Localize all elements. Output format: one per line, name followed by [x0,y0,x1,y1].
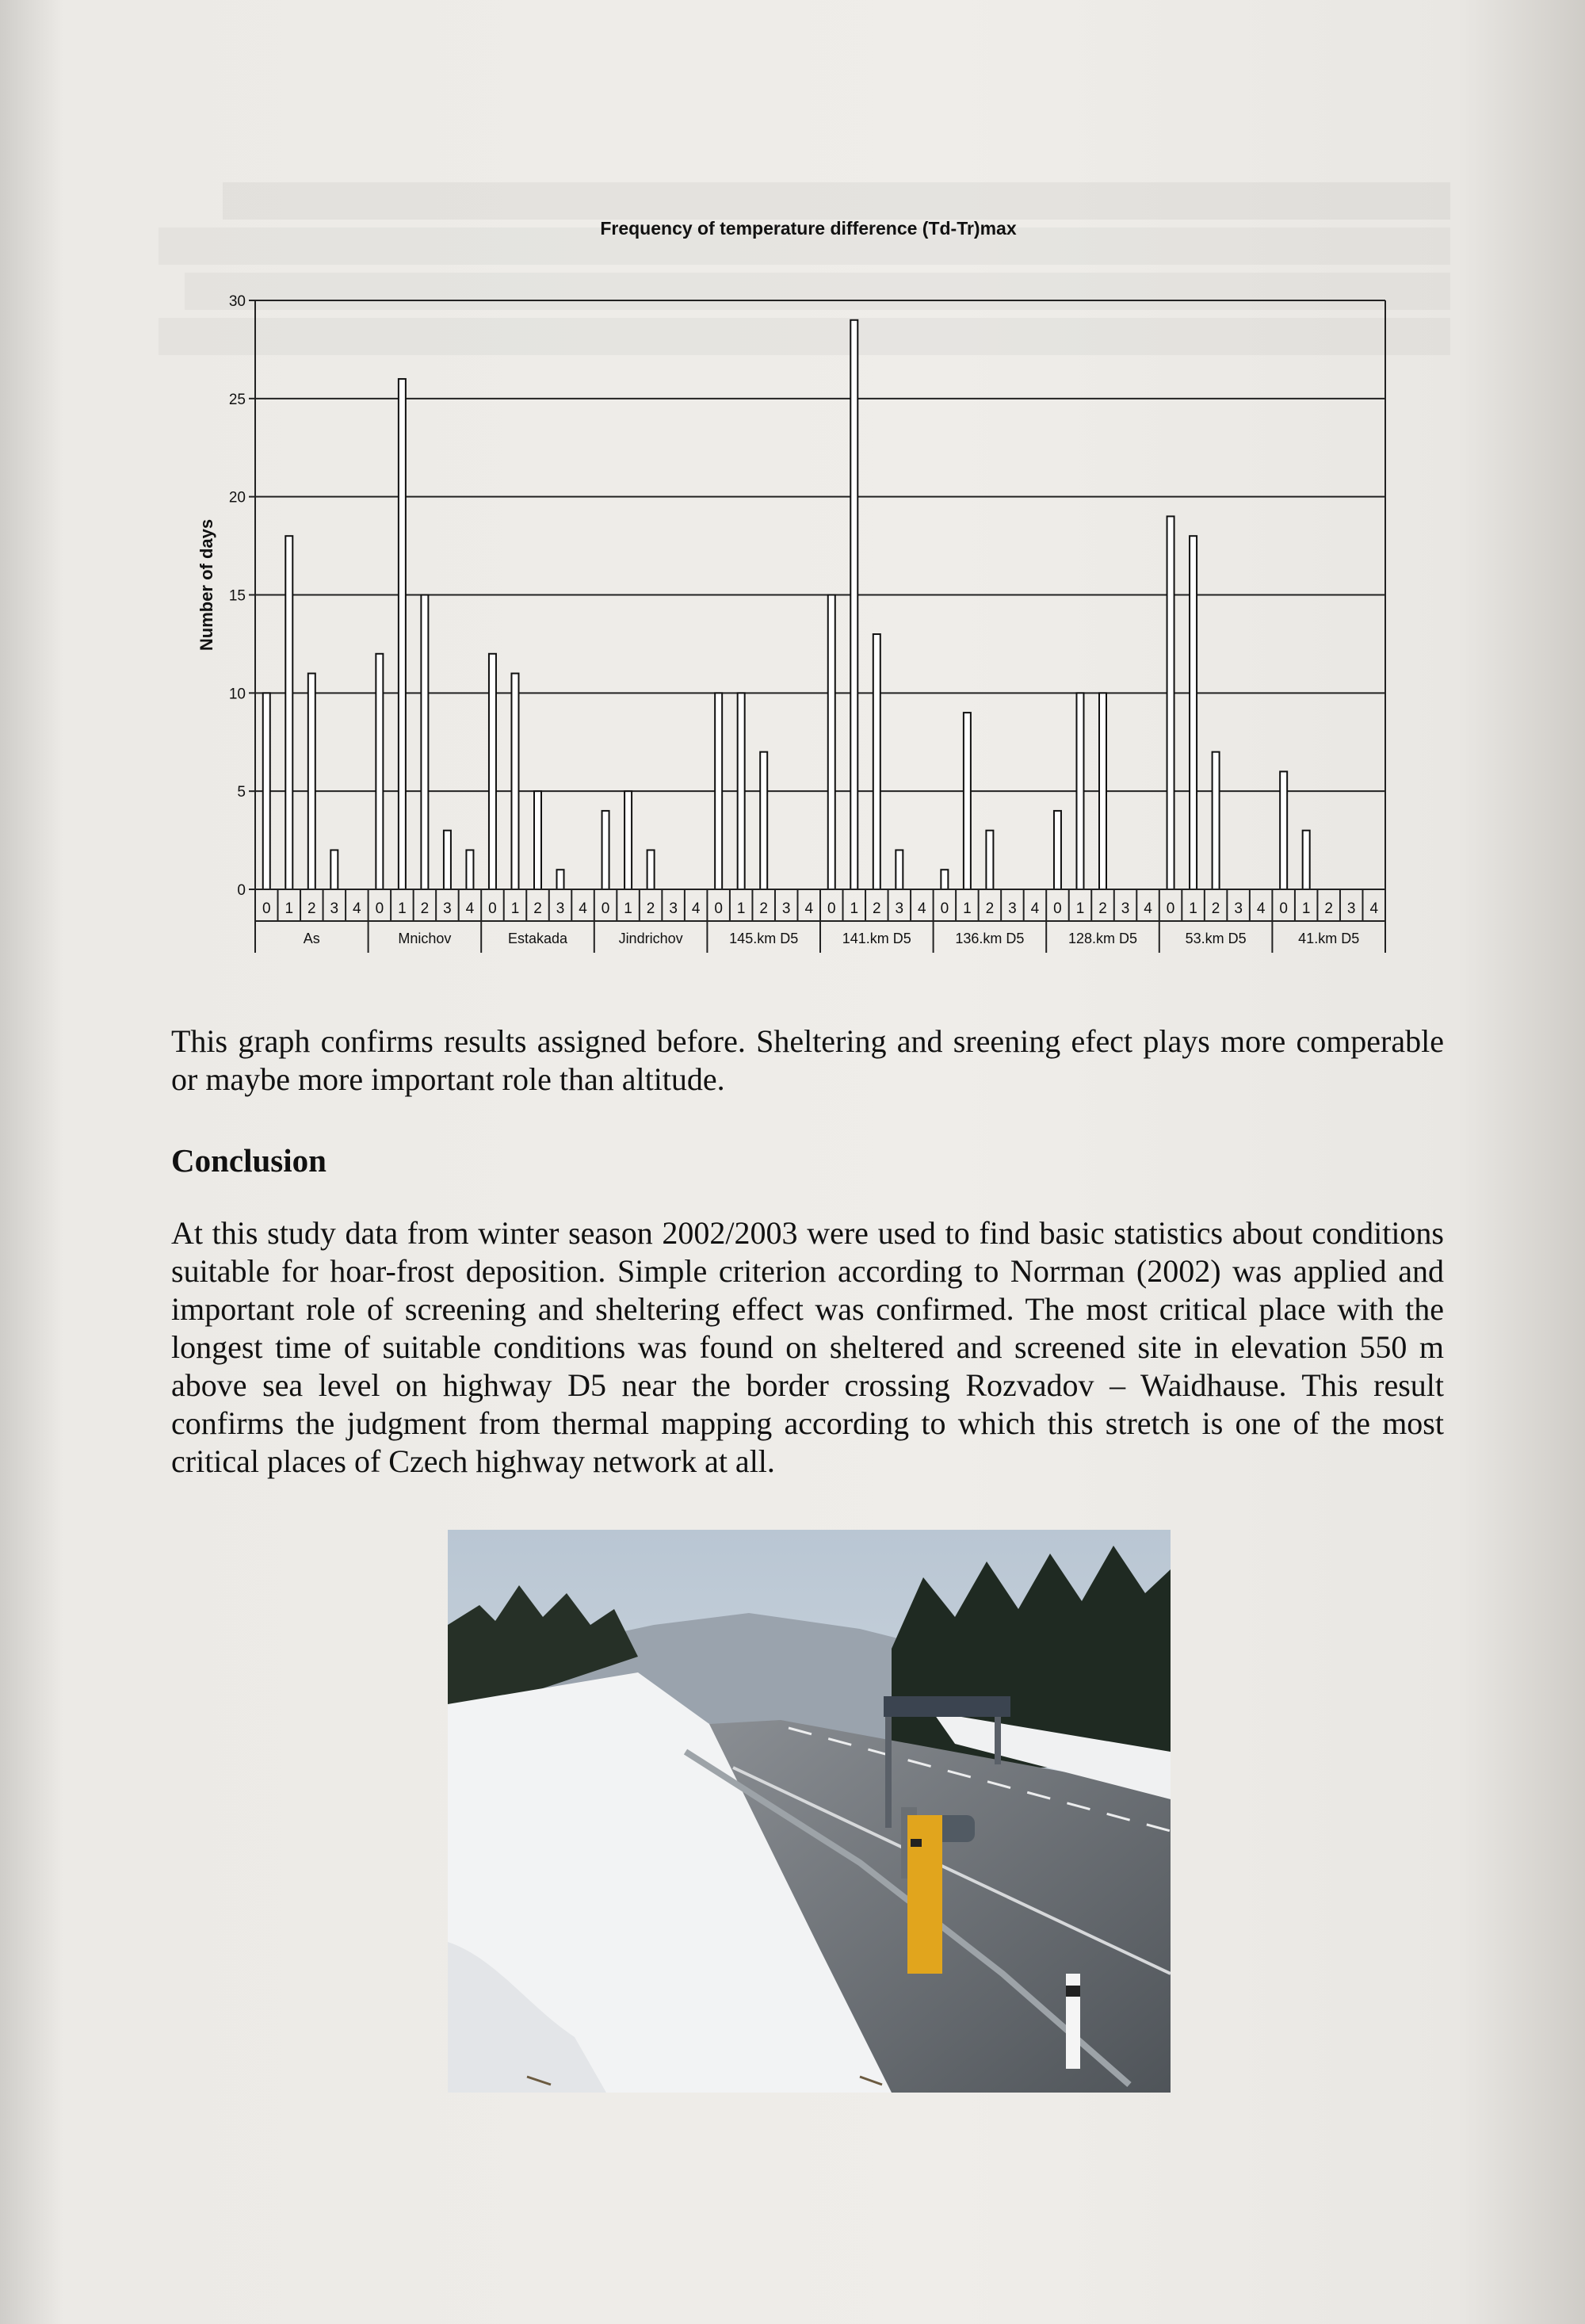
bin-tick-label: 0 [262,900,271,917]
bar [850,320,857,889]
conclusion-heading: Conclusion [171,1142,327,1179]
bar [534,791,541,889]
bar [624,791,632,889]
bar [1076,693,1083,889]
group-label: Estakada [507,931,568,946]
bin-tick-label: 1 [285,900,294,917]
bin-tick-label: 0 [1166,900,1175,917]
bar [1280,771,1287,889]
y-tick-label: 25 [228,391,246,408]
bar [760,752,767,889]
bar [1213,752,1220,889]
bin-tick-label: 1 [850,900,859,917]
bar [647,850,655,889]
bar-chart [174,206,1442,967]
bar [896,850,903,889]
bin-tick-label: 4 [1256,900,1266,917]
bin-tick-label: 3 [895,900,904,917]
bin-tick-label: 0 [714,900,723,917]
bar [376,654,383,889]
y-tick-label: 20 [228,489,246,506]
group-label: 41.km D5 [1298,931,1360,946]
bin-tick-label: 0 [488,900,497,917]
bin-tick-label: 4 [353,900,361,917]
bin-tick-label: 4 [1030,900,1040,917]
bin-tick-label: 3 [1121,900,1130,917]
bar [444,831,451,889]
bin-tick-label: 2 [873,900,881,917]
bin-tick-label: 1 [624,900,632,917]
bar [986,831,993,889]
bar [1054,811,1061,889]
bar [466,850,473,889]
group-label: Jindrichov [618,931,683,946]
bin-tick-label: 1 [1075,900,1085,917]
bin-tick-label: 4 [579,900,587,917]
bars [263,320,1310,889]
bin-tick-label: 3 [1234,900,1243,917]
bin-tick-label: 2 [307,900,316,917]
bin-tick-label: 0 [1279,900,1288,917]
bin-tick-label: 3 [330,900,339,917]
bin-tick-label: 3 [443,900,452,917]
bar [285,536,292,889]
bar [489,654,496,889]
bin-tick-label: 2 [420,900,430,917]
group-label: As [303,931,320,946]
group-label: 136.km D5 [955,931,1025,946]
bin-tick-label: 1 [736,900,746,917]
bin-tick-label: 1 [1301,900,1311,917]
bar [602,811,609,889]
bin-tick-label: 4 [1144,900,1152,917]
y-tick-label: 10 [228,686,246,703]
bin-tick-label: 0 [601,900,610,917]
group-label: 145.km D5 [729,931,799,946]
bar [828,595,835,890]
bin-tick-label: 1 [510,900,520,917]
group-label: 53.km D5 [1185,931,1247,946]
bar [1303,831,1310,889]
bar [511,674,518,889]
y-tick-label: 15 [228,587,246,605]
bin-tick-label: 3 [556,900,565,917]
bin-tick-label: 2 [1098,900,1107,917]
bar [1190,536,1197,889]
bin-tick-label: 2 [533,900,542,917]
paragraph-conclusion: At this study data from winter season 2002/2003 were used to find basic statistics about conditions suitable for hoar-frost deposition. Simple criterion according to Norrman (2002) was applied and important role of screening and sheltering effect was confirmed. The most critical place with the longest time of suitable conditions was found on sheltered and screened site in elevation 550 m above sea level on highway D5 near the border crossing Rozvadov – Waidhause. This result confirms the judgment from thermal mapping according to which this stretch is one of the most critical places of Czech highway network at all. [171,1215,1444,1479]
bar [964,713,971,889]
bin-tick-label: 2 [759,900,768,917]
bin-tick-label: 4 [804,900,814,917]
y-tick-label: 30 [228,293,246,310]
group-label: Mnichov [398,931,452,946]
bin-tick-label: 2 [1211,900,1220,917]
group-label: 128.km D5 [1067,931,1138,946]
y-axis-label: Number of days [197,518,216,652]
bin-tick-label: 1 [398,900,407,917]
bin-tick-label: 3 [1008,900,1017,917]
bin-tick-label: 1 [963,900,972,917]
bar [399,379,406,889]
bin-tick-label: 4 [1369,900,1379,917]
bin-tick-label: 0 [375,900,384,917]
bin-tick-label: 0 [827,900,836,917]
bin-tick-label: 4 [691,900,701,917]
bar [941,870,948,889]
bin-tick-label: 0 [1053,900,1062,917]
chart-title: Frequency of temperature difference (Td-Tr)max [600,218,1017,239]
bar [330,850,338,889]
bin-tick-label: 3 [669,900,678,917]
highway-photo [448,1530,1171,2093]
bar [738,693,745,889]
bin-tick-label: 4 [465,900,475,917]
bar [421,595,428,890]
bar [263,693,270,889]
group-label: 141.km D5 [842,931,911,946]
bar [1167,516,1174,889]
bin-tick-label: 0 [940,900,949,917]
bin-tick-label: 1 [1189,900,1197,917]
bar [308,674,315,889]
bar [873,634,880,889]
bin-tick-label: 4 [918,900,926,917]
y-tick-label: 5 [237,784,246,801]
bar [715,693,722,889]
y-tick-label: 0 [237,882,246,899]
bin-tick-label: 2 [1324,900,1333,917]
bar [1099,693,1106,889]
bin-tick-label: 3 [781,900,791,917]
bin-tick-label: 2 [985,900,995,917]
bin-tick-label: 2 [646,900,655,917]
bin-tick-label: 3 [1346,900,1356,917]
bar [557,870,564,889]
paragraph-graph-comment: This graph confirms results assigned before. Sheltering and sreening efect plays more comperable or maybe more important role than altitude. [171,1023,1444,1097]
